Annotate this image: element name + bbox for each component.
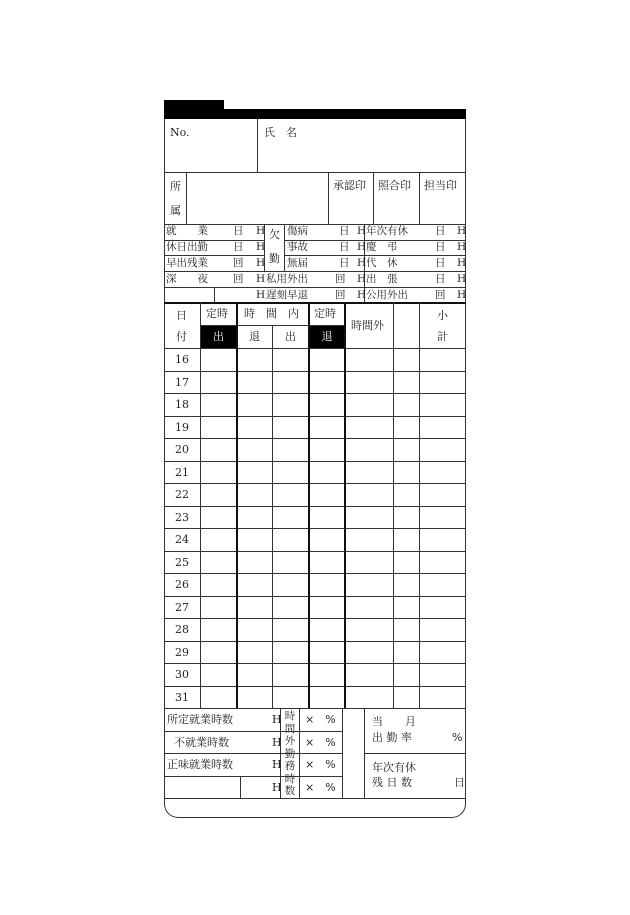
divider bbox=[164, 255, 264, 256]
day-number: 21 bbox=[175, 465, 189, 479]
row-divider bbox=[164, 506, 466, 507]
divider bbox=[200, 302, 201, 708]
unit: 日 bbox=[435, 257, 446, 269]
in-header: 出 bbox=[285, 330, 296, 343]
dept-label-top: 所 bbox=[170, 180, 181, 193]
name-label: 氏 名 bbox=[264, 126, 297, 139]
day-number: 31 bbox=[175, 690, 189, 704]
unit: H bbox=[457, 257, 467, 269]
summary-label: 休日出勤 bbox=[166, 241, 208, 253]
unit: 日 bbox=[435, 241, 446, 253]
row-divider bbox=[164, 483, 466, 484]
summary-label: 就 業 bbox=[166, 225, 208, 237]
row-divider bbox=[164, 618, 466, 619]
day-number: 25 bbox=[175, 555, 189, 569]
unit: H bbox=[457, 225, 467, 237]
unit: 日 bbox=[435, 225, 446, 237]
unit: H bbox=[256, 225, 266, 237]
unit: H bbox=[357, 273, 367, 285]
multiplier: × % bbox=[305, 736, 336, 749]
unit: 回 bbox=[435, 289, 446, 301]
attendance-rate-label: 出 勤 率 bbox=[372, 731, 412, 744]
divider bbox=[299, 708, 300, 798]
divider bbox=[419, 172, 420, 224]
divider bbox=[164, 271, 466, 272]
unit: H bbox=[457, 273, 467, 285]
divider bbox=[419, 302, 420, 708]
summary-label: 傷病 bbox=[287, 225, 308, 237]
leave-remaining-label: 年次有休 bbox=[372, 761, 416, 774]
divider bbox=[164, 172, 466, 173]
divider bbox=[164, 708, 466, 709]
divider bbox=[284, 255, 466, 256]
day-number: 16 bbox=[175, 353, 189, 366]
unit: 日 bbox=[339, 257, 350, 269]
row-divider bbox=[164, 461, 466, 462]
absence-label: 欠 bbox=[269, 228, 280, 241]
overtime-header: 時間外 bbox=[351, 319, 384, 332]
divider bbox=[164, 302, 466, 304]
unit: 回 bbox=[233, 273, 244, 285]
divider bbox=[164, 753, 342, 754]
footer-label: 所定就業時数 bbox=[167, 713, 233, 726]
unit: H bbox=[272, 758, 282, 771]
card-top-bar bbox=[164, 109, 466, 119]
within-hours-header: 時 間 内 bbox=[244, 307, 299, 320]
unit: H bbox=[256, 257, 266, 269]
row-divider bbox=[164, 641, 466, 642]
footer-label: 正味就業時数 bbox=[167, 758, 233, 771]
divider bbox=[328, 172, 329, 224]
unit: H bbox=[357, 289, 367, 301]
unit: H bbox=[357, 257, 367, 269]
divider bbox=[308, 302, 310, 708]
divider bbox=[240, 776, 241, 798]
divider bbox=[164, 776, 342, 777]
multiplier: × % bbox=[305, 781, 336, 794]
row-divider bbox=[164, 686, 466, 687]
summary-label: 公用外出 bbox=[366, 289, 408, 301]
divider bbox=[272, 325, 273, 708]
day-number: 19 bbox=[175, 420, 189, 434]
divider bbox=[373, 172, 374, 224]
summary-label: 慶 弔 bbox=[366, 241, 398, 253]
day-number: 20 bbox=[175, 443, 189, 456]
day-number: 22 bbox=[175, 488, 189, 501]
subtotal-header-top: 小 bbox=[437, 309, 448, 322]
divider bbox=[164, 348, 466, 349]
divider bbox=[342, 708, 343, 798]
divider bbox=[164, 798, 466, 799]
dept-label-bottom: 属 bbox=[170, 204, 181, 217]
row-divider bbox=[164, 416, 466, 417]
summary-label: 事故 bbox=[287, 241, 308, 253]
leave-header: 退 bbox=[249, 330, 260, 343]
day-number: 30 bbox=[175, 668, 189, 681]
absence-label: 勤 bbox=[269, 252, 280, 265]
summary-label: 無届 bbox=[287, 257, 308, 269]
day-number: 29 bbox=[175, 645, 189, 659]
summary-label: 私用外出 bbox=[266, 273, 308, 285]
row-divider bbox=[164, 393, 466, 394]
unit: H bbox=[256, 241, 266, 253]
divider bbox=[186, 172, 187, 224]
row-divider bbox=[164, 663, 466, 664]
divider bbox=[236, 302, 238, 708]
percent-unit: % bbox=[452, 731, 463, 744]
divider bbox=[393, 302, 394, 708]
row-divider bbox=[164, 528, 466, 529]
no-label: No. bbox=[170, 126, 190, 139]
day-number: 18 bbox=[175, 398, 189, 411]
day-number: 23 bbox=[175, 510, 189, 524]
row-divider bbox=[164, 371, 466, 372]
subtotal-header-bottom: 計 bbox=[437, 330, 448, 343]
unit: 日 bbox=[233, 241, 244, 253]
unit: H bbox=[272, 713, 282, 726]
unit: 日 bbox=[233, 225, 244, 237]
divider bbox=[164, 224, 466, 225]
row-divider bbox=[164, 573, 466, 574]
clock-in-header: 出 bbox=[201, 326, 236, 348]
divider bbox=[257, 119, 258, 172]
date-header-top: 日 bbox=[176, 309, 187, 322]
day-number: 28 bbox=[175, 623, 189, 636]
regular-time-out-header: 定時 bbox=[314, 307, 336, 320]
summary-label: 遅刻早退 bbox=[266, 289, 308, 301]
day-number: 26 bbox=[175, 578, 189, 591]
divider bbox=[214, 287, 215, 302]
check-stamp-label: 照合印 bbox=[378, 179, 411, 192]
clock-out-header: 退 bbox=[310, 326, 344, 348]
unit: 日 bbox=[339, 241, 350, 253]
unit: 日 bbox=[339, 225, 350, 237]
day-number: 24 bbox=[175, 533, 189, 546]
unit: H bbox=[256, 289, 266, 301]
unit: H bbox=[457, 241, 467, 253]
approval-stamp-label: 承認印 bbox=[333, 179, 366, 192]
summary-label: 代 休 bbox=[366, 257, 398, 269]
day-number: 17 bbox=[175, 375, 189, 389]
divider bbox=[284, 224, 285, 271]
unit: 日 bbox=[435, 273, 446, 285]
row-divider bbox=[164, 596, 466, 597]
unit: H bbox=[457, 289, 467, 301]
divider bbox=[364, 708, 365, 798]
multiplier: × % bbox=[305, 758, 336, 771]
current-month-label: 当 月 bbox=[372, 715, 416, 728]
unit: 回 bbox=[335, 273, 346, 285]
row-divider bbox=[164, 551, 466, 552]
summary-label: 年次有休 bbox=[366, 225, 408, 237]
unit: H bbox=[256, 273, 266, 285]
regular-time-in-header: 定時 bbox=[206, 307, 228, 320]
unit: H bbox=[357, 241, 367, 253]
summary-label: 出 張 bbox=[366, 273, 398, 285]
day-unit: 日 bbox=[454, 776, 465, 789]
summary-label: 早出残業 bbox=[166, 257, 208, 269]
unit: 回 bbox=[233, 257, 244, 269]
divider bbox=[164, 731, 342, 732]
divider bbox=[364, 753, 466, 754]
unit: H bbox=[272, 736, 282, 749]
summary-label: 深 夜 bbox=[166, 273, 208, 285]
unit: 回 bbox=[335, 289, 346, 301]
leave-remaining-days-label: 残 日 数 bbox=[372, 776, 412, 789]
footer-label: 不就業時数 bbox=[174, 736, 229, 749]
multiplier: × % bbox=[305, 713, 336, 726]
date-header-bottom: 付 bbox=[176, 330, 187, 343]
day-number: 27 bbox=[175, 600, 189, 614]
staff-stamp-label: 担当印 bbox=[424, 179, 457, 192]
divider bbox=[344, 302, 346, 708]
unit: H bbox=[357, 225, 367, 237]
divider bbox=[164, 287, 466, 288]
row-divider bbox=[164, 438, 466, 439]
overtime-vertical-label: 時間外勤務時数 bbox=[284, 710, 296, 797]
unit: H bbox=[272, 781, 282, 794]
